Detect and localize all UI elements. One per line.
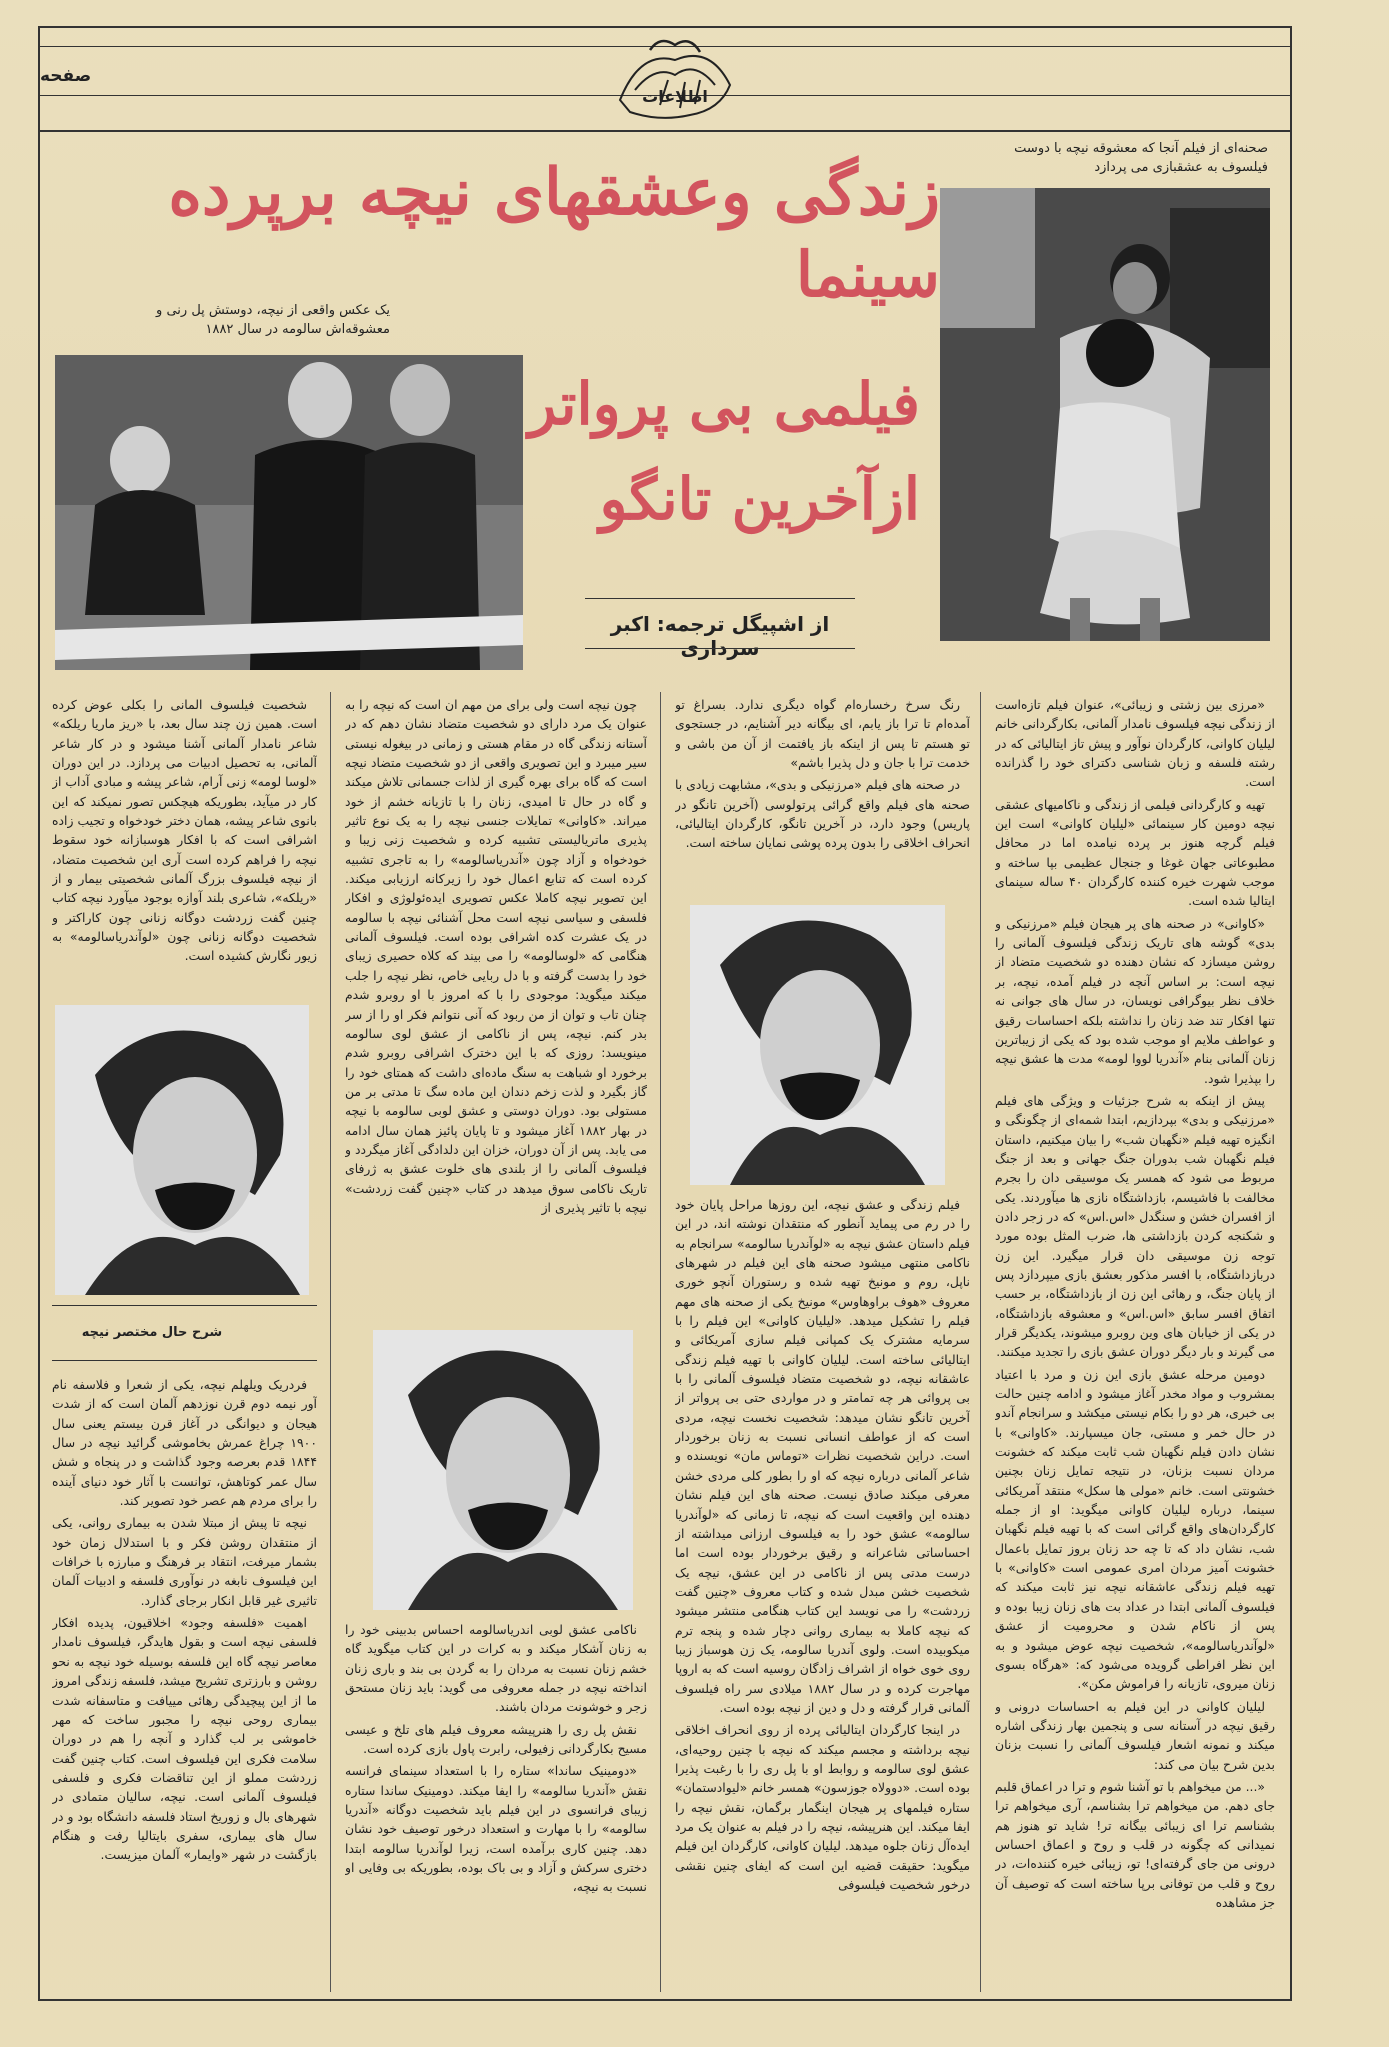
column-1-paragraph: دومین مرحله عشق بازی این زن و مرد با اعتیاد بمشروب و مواد مخدر آغاز میشود و ادامه چنین حالت بی خبری، هر دو را بکام نیستی میکشد و سرانجام آندو در حال خمر و مستی، جان میسپارند. «کاوانی» با نشان دادن فیلم نگهبان شب ثابت میکند که خشونت مردان نسبت بزنان، در نتیجه تمایل زنان بچنین خشونتی است. خانم «مولی ها سکل» منتقد آمریکائی سینما، درباره لیلیان کاوانی میگوید: او از جمله کارگردان‌های واقع گرائی است که با تهیه فیلم نگهبان شب، نشان داد که تا چه حد زنان بروز تمایل باعمال خشونت آمیز مردان امری عمومی است «کاوانی» با تهیه فیلم زندگی عاشقانه نیچه نیز ثابت میکند که فیلسوف آلمانی ابتدا در عداد بت های زنان زیبا بوده و پس از ناکام شدن و محرومیت از عشق «لوآندریاسالومه»، شخصیت نیچه عوض میشود و به این نظر افراطی گرویده‌ می‌شود که: «هرگاه بسوی زنان میروی، تازیانه را فراموش مکن». bbox=[995, 1366, 1275, 1692]
byline-rule-bottom bbox=[585, 648, 855, 649]
column-4-paragraph: اهمیت «فلسفه وجود» اخلاقیون، پدیده افکار فلسفی نیچه است و بقول هایدگر، فیلسوف نامدار معاصر نیچه گاه این فلسفه بوسیله خود نیچه به نحو روشن و بارزتری تشریح میشد، فلسفه زندگی امروز ما از این پیچیدگی رهائی مییافت و متاسفانه شدت بیماری روحی نیچه را مجبور ساخت که مهر خاموشی بر لب گذارد و آنچه را هم در دوران سلامت فکری این فیلسوف است. کتاب چنین گفت زردشت مملو از این تناقضات فکری و فلسفی فیلسوف آلمانی است. نیچه، سالیان متمادی در شهرهای بال و زوریخ استاد فلسفه دانشگاه بود و در سال های بیماری، سفری بایتالیا رفت و هنگام بازگشت در شهر «وایمار» آلمان میزیست. bbox=[52, 1615, 317, 1863]
column-1-paragraph: «مرزی بین زشتی و زیبائی»، عنوان فیلم تازه‌است از زندگی نیچه فیلسوف نامدار آلمانی، بکارگردانی خانم لیلیان کاوانی، کارگردان نوآور و پیش تاز ایتالیائی که در رشته فلسفه و زبان شناسی دکترای خود را گذرانده است. bbox=[995, 697, 1275, 790]
column-divider-2 bbox=[660, 692, 661, 1992]
article-column-1 bbox=[995, 695, 1275, 1990]
column-1-paragraph: «کاوانی» در صحنه های پر هیجان فیلم «مرزنیکی و بدی» گوشه های تاریک زندگی فیلسوف آلمانی را روشن میسازد که نشان دهنده دو شخصیت متضاد از نیچه است: بر اساس آنچه در فیلم آمده، نیچه، بر خلاف نظر بیوگرافی نویسان، در سال های جوانی نه تنها افکار تند ضد زنان را نداشته بلکه احساسات رقیق و عواطف ملایم او موجب شده بود که یکی از زیباترین زنان آلمانی بنام «آندریا لووا لومه» مدت ها عشق نیچه را بپذیرا شود. bbox=[995, 915, 1275, 1086]
column-4-paragraph: فردریک ویلهلم نیچه، یکی از شعرا و فلاسفه نام آور نیمه دوم قرن نوزدهم آلمان است که از شدت هیجان و دیوانگی در آغاز قرن بیستم یعنی سال ۱۹۰۰ چراغ عمرش بخاموشی گرائید نیچه در سال ۱۸۴۴ قدم بعرصه وجود گذاشت و در پنجاه و شش سال عمر کوتاهش، توانست با آثار خود دنیای آینده را برای مردم هم عصر خود تصویر کند. bbox=[52, 1377, 317, 1509]
group-photo bbox=[55, 355, 523, 670]
article-column-2-top bbox=[675, 695, 970, 895]
masthead-logo bbox=[600, 30, 750, 125]
column-1-paragraph: تهیه و کارگردانی فیلمی از زندگی و ناکامیهای عشقی نیچه دومین کار سینمائی «لیلیان کاوانی» است این فیلم گرچه هنوز بر پرده نیامده اما در محافل مطبوعاتی جهان غوغا و جنجال عظیمی بپا ساخته و موجب شهرت خیره کننده کارگردان ۴۰ ساله سینمای ایتالیا شده است. bbox=[995, 796, 1275, 909]
nietzsche-portrait-1 bbox=[690, 905, 945, 1185]
article-column-4-top bbox=[52, 695, 317, 995]
byline: از اشپیگل ترجمه: اکبر سرداری bbox=[610, 612, 830, 660]
column-1-paragraph: لیلیان کاوانی در این فیلم به احساسات درونی و رقیق نیچه در آستانه سی و پنجمین بهار زندگی اشاره میکند و نمونه اشعار فیلسوف آلمانی را نسبت بزنان بدین شرح بیان می کند: bbox=[995, 1698, 1275, 1772]
article-column-4-bottom bbox=[52, 1375, 317, 1990]
article-column-3-top bbox=[345, 695, 647, 1315]
column-2-paragraph: فیلم زندگی و عشق نیچه، این روزها مراحل پایان خود را در رم می پیماید آنطور که منتقدان نوشته اند، در این فیلم داستان عشق نیچه به «لوآندریا سالومه» سرانجام به ناکامی منتهی میشود صحنه های این فیلم در شهرهای ناپل، روم و مونیخ تهیه شده و رستوران آنچو خوری معروف «هوف براوهاوس» مونیخ یکی از صحنه های مهم فیلم را تشکیل میدهد. «لیلیان کاوانی» این فیلم را با سرمایه مشترک یک کمپانی فیلم سازی آمریکائی و ایتالیائی ساخته است. لیلیان کاوانی با تهیه فیلم زندگی عاشقانه نیچه، دو شخصیت متضاد فیلسوف آلمانی را با بی پروائی هر چه تمامتر و در مواردی حتی بی پرواتر از آخرین تانگو نشان میدهد: شخصیت نخست نیچه، مردی است که از عواطف انسانی نسبت به زنان برخوردار است. دراین شخصیت نظرات «توماس مان» نویسنده و شاعر آلمانی درباره نیچه که او را بطور کلی مردی خشن معرفی میکند صادق نیست. صحنه های این فیلم نشان دهنده این واقعیت است که نیچه، تا زمانی که «لوآندریا سالومه» عشق خود را به فیلسوف ارزانی میداشته از احساساتی شاعرانه و رقیق برخوردار بوده است اما درست مدتی پس از ناکامی در این عشق، نیچه یک شخصیت خشن مبدل شده و کتاب معروف «چنین گفت زردشت» را می نویسد این کتاب هنگامی منتشر میشود که نیچه کاملا به بیماری روانی دچار شده و پنجه ترم میکوبیده است. ولوی آندریا سالومه، یک زن هوسباز زیبا روی خوی خواه از اشراف زادگان روسیه است که به اروپا مهاجرت کرده و در سال ۱۸۸۲ میلادی سر راه فیلسوف آلمانی قرار گرفته و دل و دین از نیچه بوده است. bbox=[675, 1197, 970, 1715]
column-2-paragraph: در صحنه های فیلم «مرزنیکی و بدی»، مشابهت زیادی با صحنه های فیلم واقع گرائی پرتولوسی (آخرین تانگو در پاریس) وجود دارد، در آخرین تانگو، کارگردان ایتالیائی، انحراف اخلاقی را بدون پرده پوشی نمایان ساخته است. bbox=[675, 777, 970, 851]
column-4-paragraph: نیچه تا پیش از مبتلا شدن به بیماری روانی، یکی از منتقدان روشن فکر و با استدلال زمان خود بشمار میرفت، انتقاد بر فرهنگ و مبارزه با خرافات این فیلسوف نابغه در نوآوری فلسفه و ادبیات آلمان تاثیری غیر قابل انکار برجای گذارد. bbox=[52, 1515, 317, 1608]
subheadline-line-1: فیلمی بی پرواتر bbox=[528, 370, 920, 438]
column-divider-1 bbox=[330, 692, 331, 1992]
headline-line-1: زندگی وعشقهای نیچه برپرده bbox=[168, 155, 940, 230]
subheadline-line-2: ازآخرین تانگو bbox=[599, 465, 920, 533]
column-1-paragraph: «... من میخواهم با تو آشنا شوم و ترا در اعماق قلبم جای دهم. من میخواهم ترا بشناسم، آری میخواهم ترا بشناسم ترا ای زیبائی بیگانه تر! شاید تو هنوز هم نمیدانی که چگونه در قلب و روح و اعماق احساس درونی من جای گرفته‌ای! تو، زیبائی خیره کننده‌ات، در روح و قلب من توفانی برپا ساخته است که توصیف آن جز مشاهده bbox=[995, 1778, 1275, 1910]
column-divider-3 bbox=[980, 692, 981, 1992]
scene-photo-caption: صحنه‌ای از فیلم آنجا که معشوقه نیچه با دوست فیلسوف به عشقبازی می پردازد bbox=[1014, 141, 1268, 175]
article-column-3-bottom bbox=[345, 1620, 647, 1990]
nietzsche-portrait-2 bbox=[55, 1005, 309, 1295]
byline-rule-top bbox=[585, 598, 855, 599]
biography-rule-top bbox=[52, 1305, 317, 1306]
group-photo-caption: یک عکس واقعی از نیچه، دوستش پل رنی و معشوقه‌اش سالومه در سال ۱۸۸۲ bbox=[156, 303, 390, 337]
headline-line-2: سینما bbox=[795, 238, 940, 311]
column-3-paragraph: «دومینیک ساندا» ستاره را با استعداد سینمای فرانسه نقش «آندریا سالومه» را ایفا میکند. دومینیک ساندا ستاره زیبای فرانسوی در این فیلم باید شخصیت دوگانه «آندریا سالومه» را با مهارت و استعداد درخور توصیف خود نشان دهد. چنین کاری برآمده است، زیرا لوآندریا سالومه ابتدا دختری سرکش و آزاد و بی باک بوده، بطوریکه بی وفایی او نسبت به نیچه، bbox=[345, 1763, 647, 1895]
page-label: صفحه bbox=[40, 66, 92, 86]
column-3-paragraph: چون نیچه است ولی برای من مهم ان است که نیچه را به عنوان یک مرد دارای دو شخصیت متضاد نشان دهم که در آستانه زندگی گاه در مقام هستی و زمانی در بیغوله نیستی سیر میبرد و این تصویری واقعی از دو شخصیت متضاد نیچه است که گاه برای بهره گیری از لذات جسمانی تلاش میکند و گاه در حال تا امیدی، زنان را با تازیانه خشم از خود میراند. «کاوانی» تمایلات جنسی نیچه را به یک نوع تاثیر پذیری ماتریالیستی تشبیه کرده و شخصیت زنی زیبا و خودخواه و آزاد چون «آندریاسالومه» را به تاجری تشبیه کرده است که تنابع اعمال خود را زیرکانه ارزیابی میکند. این تصویر نیچه کاملا عکس تصویری ایده‌ئولوژی و افکار فلسفی و سیاسی نیچه است محل آشنائی نیچه با سالومه در یک عشرت کده اشرافی بوده است. فیلسوف آلمانی هنگامی که «لوسالومه» را می بیند که کلاه حصیری زیبای خود را بدست گرفته و با دل ربایی خاص، نظر نیچه را جلب میکند میگوید: موجودی را با که امروز با او روبرو شدم چنان تاب و توان از من ربود که آنی نتوانم فکر او را از سر بدر کنم. نیچه، پس از ناکامی از عشق لوی سالومه مینویسد: روزی که با این دخترک اشرافی روبرو شدم برخورد او شباهت به سنگ ماده‌ای داشت که همتای خود را گاز بگیرد و لذت زخم دندان این ماده سگ تا مدتی بر من مستولی بود. دوران دوستی و عشق لوبی سالومه با نیچه در بهار ۱۸۸۲ آغاز میشود و تا پایان پائیز همان سال ادامه می یابد. پس از آن دوران، خزان این دلدادگی آغاز میگردد و فیلسوف آلمانی را از بلندی های خلوت عشق به ژرفای تاریک ناکامی سوق میدهد در کتاب «چنین گفت زردشت» نیچه با تاثیر پذیری از bbox=[345, 697, 647, 1215]
logo-text: اطلاعات bbox=[642, 87, 708, 106]
column-3-paragraph: ناکامی عشق لوبی اندریاسالومه احساس بدبینی خود را به زنان آشکار میکند و به کرات در این کتاب میگوید گاه خشم زنان نسبت به مردان را به گردن بی بند و باری زنان انداخته نیچه در جمله معروفی می گوید: باید زنان مستحق زجر و خوشونت مردان باشند. bbox=[345, 1622, 647, 1715]
column-2-paragraph: رنگ سرخ رخساره‌ام گواه دیگری ندارد. بسراغ تو آمده‌ام تا ترا باز یابم، ای بیگانه دیر آشنایم، در جستجوی تو هستم تا پس از اینکه باز یافتمت از آن من باشی و خدمت ترا با جان و دل پذیرا باشم» bbox=[675, 697, 970, 771]
column-4-paragraph: شخصیت فیلسوف المانی را بکلی عوض کرده است. همین زن چند سال بعد، با «ریز ماریا ریلکه» شاعر نامدار آلمانی آشنا میشود و در کار شاعر آلمانی، به تحصیل ادبیات می پردازد. در این دوران «لوسا لومه» زنی آرام، شاعر پیشه و مبادی آداب از کار در میآید، بطوریکه هیچکس تصور نمیکند که این بانوی شاعر پیشه، همان دختر خودخواه و تجیب زاده اشرافی است که با افکار هوسبازانه خود سقوط نیچه را فراهم کرده است آری این شخصیت متضاد، از نیچه فیلسوف بزرگ آلمانی شخصیتی بیمار و از «ریلکه»، شاعری بلند آوازه بوجود میآورد نیچه کتاب چنین گفت زردشت دوگانه زنانی چون کاراکتر و شخصیت دوگانه زنانی چون «لوآندریاسالومه» به زیور نگارش کشیده است. bbox=[52, 697, 317, 964]
biography-heading: شرح حال مختصر نیچه bbox=[81, 1325, 223, 1340]
nietzsche-portrait-3 bbox=[373, 1330, 633, 1610]
header-rule-bottom bbox=[38, 130, 1292, 132]
article-column-2-bottom bbox=[675, 1195, 970, 1990]
column-2-paragraph: در اینجا کارگردان ایتالیائی پرده از روی انحراف اخلاقی نیچه برداشته و مجسم میکند که نیچه با چنین روحیه‌ای، عشق لوی سالومه و روابط او با پل ری را با رغبت پذیرا بوده است. «دوولاه جوزسون» همسر خانم «لیوادستمان» ستاره فیلمهای پر هیجان اینگمار برگمان، نقش نیچه را ایفا میکند. این هنرپیشه، نیچه را در فیلم به عنوان یک مرد ایده‌آل زنان جلوه میدهد. لیلیان کاوانی، کارگردان این فیلم میگوید: حقیقت قضیه این است که ایفای چنین نقشی درخور شخصیت فیلسوفی bbox=[675, 1722, 970, 1893]
column-3-paragraph: نقش پل ری را هنرپیشه معروف فیلم های تلخ و عیسی مسیح بکارگردانی زفیولی، رابرت پاول بازی کرده است. bbox=[345, 1721, 647, 1757]
biography-rule-bottom bbox=[52, 1360, 317, 1361]
film-scene-photo bbox=[940, 188, 1270, 641]
column-1-paragraph: پیش از اینکه به شرح جزئیات و ویژگی های فیلم «مرزنیکی و بدی» بپردازیم، ابتدا شمه‌ای از چگونگی و انگیزه تهیه فیلم «نگهبان شب» را بیان میکنیم، داستان فیلم نگهبان شب بدوران جنگ جهانی و بعد از جنگ مربوط می شود که همسر یک موسیقی دان را بجرم مخالفت با فاشیسم، بازداشتگاه نازی ها میآوردند. یکی از افسران خشن و سنگدل «اس.اس» که در زجر دادن و شکنجه کردن بازداشتی ها، ضرب المثل بوده مورد توجه زن موسیقی دان قرار میگیرد. این زن دربازداشتگاه، با افسر مذکور بعشق بازی میپردازد پس از پایان جنگ، و رهائی این زن از بازداشتگاه، بر حسب اتفاق افسر سابق «اس.اس» و معشوقه بازداشتگاه، در یکی از خیابان های وین روبرو میشوند، یکدیگر قرار می گیرند و بار دیگر دوران عشق بازی را تجدید میکنند. bbox=[995, 1092, 1275, 1360]
